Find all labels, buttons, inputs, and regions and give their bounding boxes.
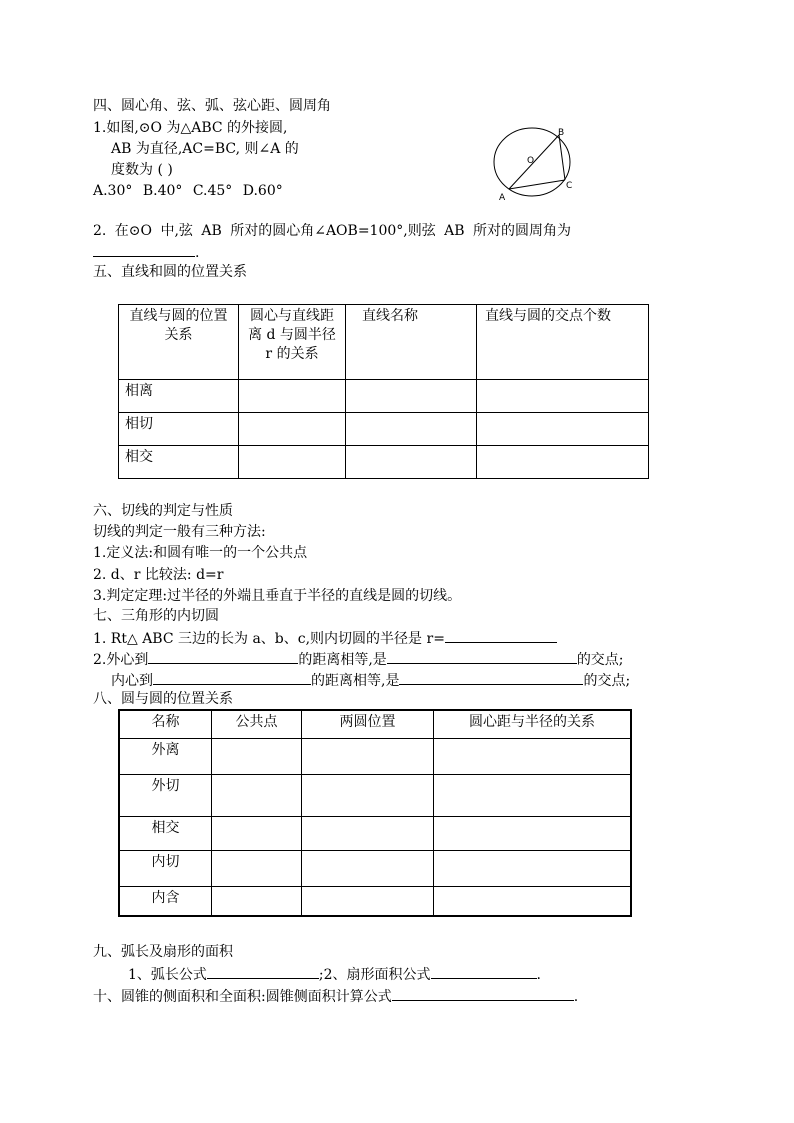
answer-cell[interactable] [302,738,434,774]
table-row [119,380,649,413]
row-label: 外离 [119,738,212,774]
table-row [119,816,631,850]
row-label: 相交 [119,816,212,850]
circle-circle-table [118,709,632,917]
incenter-blank-1[interactable] [153,670,311,685]
inradius-blank[interactable] [445,628,557,643]
table-row [119,413,649,446]
answer-cell[interactable] [434,774,632,816]
circumcenter-blank-2[interactable] [387,649,577,664]
s6-line1: 切线的判定一般有三种方法: [93,524,266,540]
header-intersections: 直线与圆的交点个数 [477,305,649,380]
answer-cell[interactable] [346,446,477,479]
table-row [119,738,631,774]
answer-cell[interactable] [212,850,302,886]
row-label: 相离 [119,380,239,413]
answer-cell[interactable] [212,816,302,850]
s6-line4: 3.判定定理:过半径的外端且垂直于半径的直线是圆的切线。 [93,588,462,604]
label-c: C [566,181,573,191]
section-9-heading: 九、弧长及扇形的面积 [93,944,233,960]
answer-cell[interactable] [212,886,302,916]
row-label: 外切 [119,774,212,816]
section-7-heading: 七、三角形的内切圆 [93,608,219,624]
header-distance: 圆心与直线距离 d 与圆半径 r 的关系 [239,305,346,380]
answer-cell[interactable] [212,774,302,816]
section-4-heading: 四、圆心角、弦、弧、弦心距、圆周角 [93,98,331,114]
answer-cell[interactable] [477,380,649,413]
label-b: B [558,128,565,138]
incenter-blank-2[interactable] [399,670,583,685]
circle-figure [490,125,590,205]
answer-cell[interactable] [239,446,346,479]
answer-cell[interactable] [434,850,632,886]
s9-formulas: 1、弧长公式 ;2、扇形面积公式 . [128,964,541,984]
row-label: 相切 [119,413,239,446]
header-position: 两圆位置 [302,710,434,738]
arc-length-blank[interactable] [207,964,319,979]
q2-text: 2. 在⊙O 中,弦 AB 所对的圆心角∠AOB=100°,则弦 AB 所对的圆周角为 [93,223,572,239]
answer-cell[interactable] [302,774,434,816]
answer-cell[interactable] [434,886,632,916]
answer-cell[interactable] [477,413,649,446]
table-row [119,446,649,479]
s7-line2: 2.外心到 的距离相等,是 的交点; [93,649,624,669]
header-line-name: 直线名称 [346,305,477,380]
section-8-heading: 八、圆与圆的位置关系 [93,691,233,707]
q2-blank[interactable] [93,242,195,257]
line-circle-table [118,304,649,479]
section-6-heading: 六、切线的判定与性质 [93,503,233,519]
q1-line1: 1.如图,⊙O 为△ABC 的外接圆, [93,120,288,136]
header-position: 直线与圆的位置关系 [119,305,239,380]
q1-options: A.30° B.40° C.45° D.60° [93,183,283,199]
answer-cell[interactable] [346,413,477,446]
table-row [119,774,631,816]
section-5-heading: 五、直线和圆的位置关系 [93,264,247,280]
s6-line3: 2. d、r 比较法: d=r [93,567,224,583]
row-label: 内切 [119,850,212,886]
q1-line2: AB 为直径,AC=BC, 则∠A 的 [111,141,299,157]
header-common-points: 公共点 [212,710,302,738]
label-a: A [499,193,506,203]
header-distance-relation: 圆心距与半径的关系 [434,710,632,738]
table-row [119,850,631,886]
section-10-line: 十、圆锥的侧面积和全面积:圆锥侧面积计算公式 . [93,986,578,1006]
circumcenter-blank-1[interactable] [148,649,298,664]
answer-cell[interactable] [239,413,346,446]
answer-cell[interactable] [302,886,434,916]
sector-area-blank[interactable] [431,964,537,979]
header-name: 名称 [119,710,212,738]
row-label: 相交 [119,446,239,479]
label-o: O [527,156,535,166]
answer-cell[interactable] [302,850,434,886]
answer-cell[interactable] [434,738,632,774]
s6-line2: 1.定义法:和圆有唯一的一个公共点 [93,545,308,561]
s7-line1: 1. Rt△ ABC 三边的长为 a、b、c,则内切圆的半径是 r= [93,628,557,648]
answer-cell[interactable] [212,738,302,774]
answer-cell[interactable] [346,380,477,413]
row-label: 内含 [119,886,212,916]
answer-cell[interactable] [434,816,632,850]
table-row [119,886,631,916]
q1-line3: 度数为 ( ) [111,162,173,178]
q2-answer: . [93,242,199,262]
cone-area-blank[interactable] [392,986,574,1001]
answer-cell[interactable] [239,380,346,413]
answer-cell[interactable] [302,816,434,850]
s7-line3: 内心到 的距离相等,是 的交点; [111,670,630,690]
answer-cell[interactable] [477,446,649,479]
